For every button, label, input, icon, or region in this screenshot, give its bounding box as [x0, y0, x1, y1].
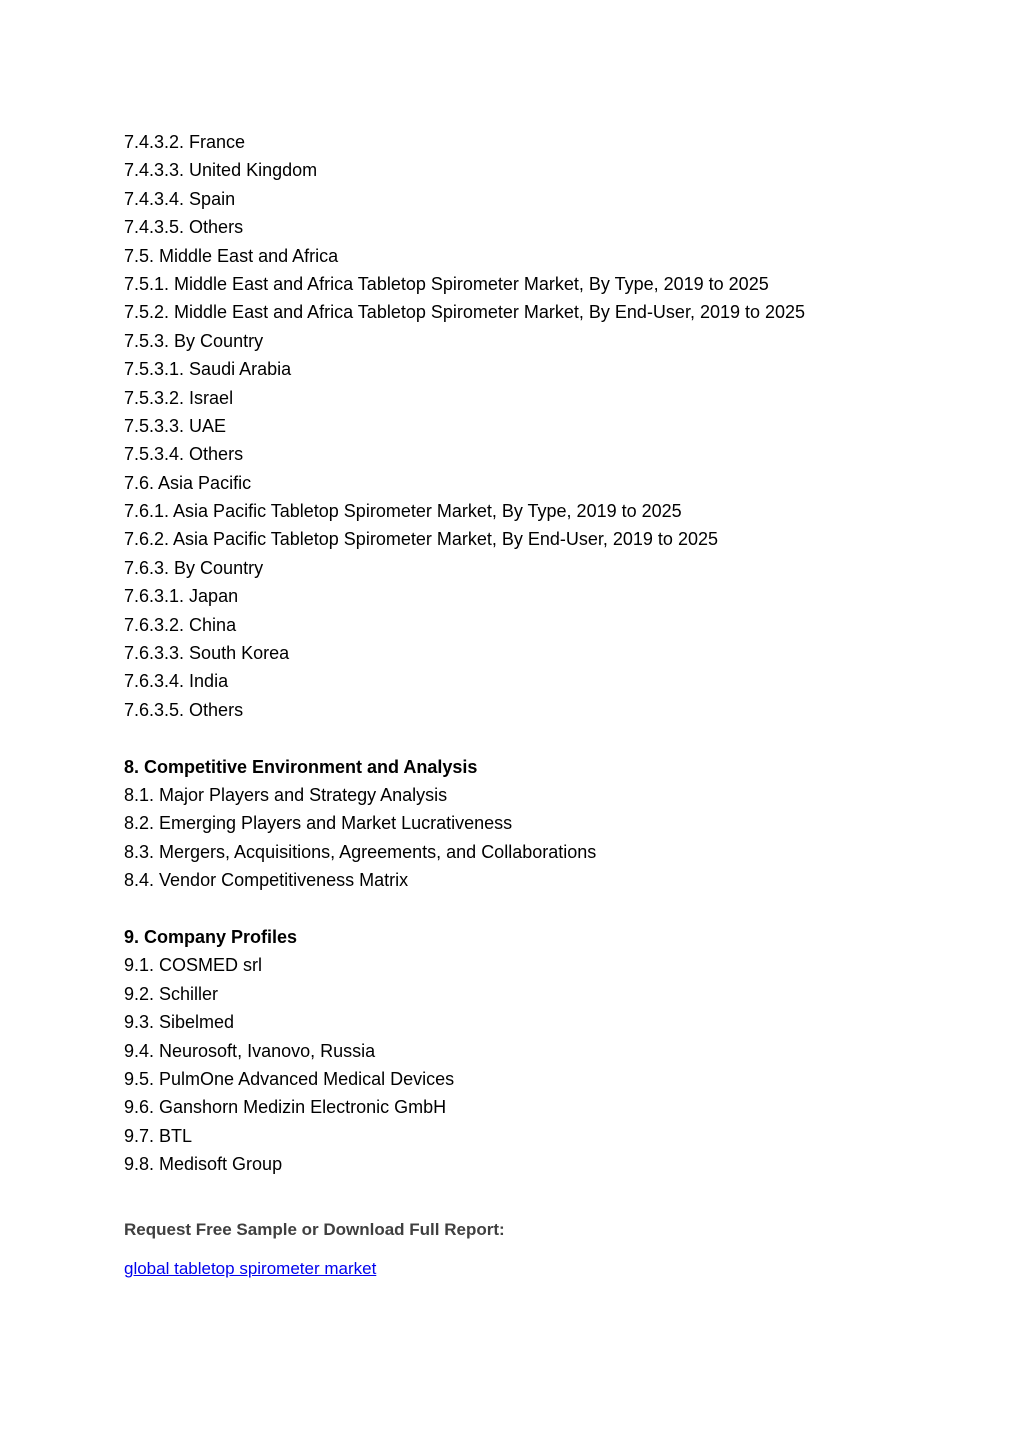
toc-item: 9.8. Medisoft Group — [124, 1154, 283, 1175]
toc-item: 9.4. Neurosoft, Ivanovo, Russia — [124, 1040, 376, 1061]
toc-item: 7.6.3. By Country — [124, 557, 264, 578]
toc-list-section-8 — [124, 753, 984, 895]
toc-item: 8.1. Major Players and Strategy Analysis — [124, 784, 448, 805]
toc-list-section-7 — [124, 128, 984, 724]
section-heading: 8. Competitive Environment and Analysis — [124, 756, 478, 777]
toc-item: 7.6.3.5. Others — [124, 699, 244, 720]
toc-item: 7.6.1. Asia Pacific Tabletop Spirometer Market, By Type, 2019 to 2025 — [124, 501, 682, 522]
toc-item: 7.6.3.4. India — [124, 671, 229, 692]
toc-item: 7.6. Asia Pacific — [124, 472, 252, 493]
toc-item: 7.6.3.3. South Korea — [124, 643, 290, 664]
toc-item: 7.5.3.3. UAE — [124, 415, 227, 436]
toc-list-section-9 — [124, 923, 984, 1179]
toc-item: 8.3. Mergers, Acquisitions, Agreements, and Collaborations — [124, 841, 597, 862]
toc-item: 7.5.3. By Country — [124, 330, 264, 351]
toc-item: 9.3. Sibelmed — [124, 1012, 235, 1033]
toc-item: 7.4.3.5. Others — [124, 217, 244, 238]
toc-item: 7.5.3.4. Others — [124, 444, 244, 465]
request-sample-label: Request Free Sample or Download Full Report: — [124, 1220, 505, 1240]
section-spacer — [124, 895, 984, 923]
toc-item: 9.6. Ganshorn Medizin Electronic GmbH — [124, 1097, 447, 1118]
section-heading: 9. Company Profiles — [124, 926, 298, 947]
toc-item: 7.6.3.1. Japan — [124, 586, 239, 607]
toc-item: 7.5.1. Middle East and Africa Tabletop Spirometer Market, By Type, 2019 to 2025 — [124, 273, 769, 294]
toc-item: 9.5. PulmOne Advanced Medical Devices — [124, 1068, 455, 1089]
toc-item: 8.2. Emerging Players and Market Lucrativeness — [124, 813, 513, 834]
toc-item: 7.5.2. Middle East and Africa Tabletop Spirometer Market, By End-User, 2019 to 2025 — [124, 302, 806, 323]
toc-item: 7.6.3.2. China — [124, 614, 237, 635]
toc-item: 7.5. Middle East and Africa — [124, 245, 339, 266]
toc-item: 9.2. Schiller — [124, 983, 219, 1004]
toc-item: 8.4. Vendor Competitiveness Matrix — [124, 870, 409, 891]
toc-item: 7.6.2. Asia Pacific Tabletop Spirometer Market, By End-User, 2019 to 2025 — [124, 529, 718, 550]
toc-item: 7.4.3.4. Spain — [124, 188, 236, 209]
section-spacer — [124, 724, 984, 752]
toc-item: 9.7. BTL — [124, 1125, 193, 1146]
toc-item: 7.5.3.1. Saudi Arabia — [124, 359, 292, 380]
toc-item: 7.4.3.2. France — [124, 132, 246, 152]
toc-item: 7.5.3.2. Israel — [124, 387, 234, 408]
toc-item: 7.4.3.3. United Kingdom — [124, 160, 318, 181]
document-page — [124, 128, 984, 1281]
report-link[interactable]: global tabletop spirometer market — [124, 1259, 377, 1279]
toc-item: 9.1. COSMED srl — [124, 955, 263, 976]
